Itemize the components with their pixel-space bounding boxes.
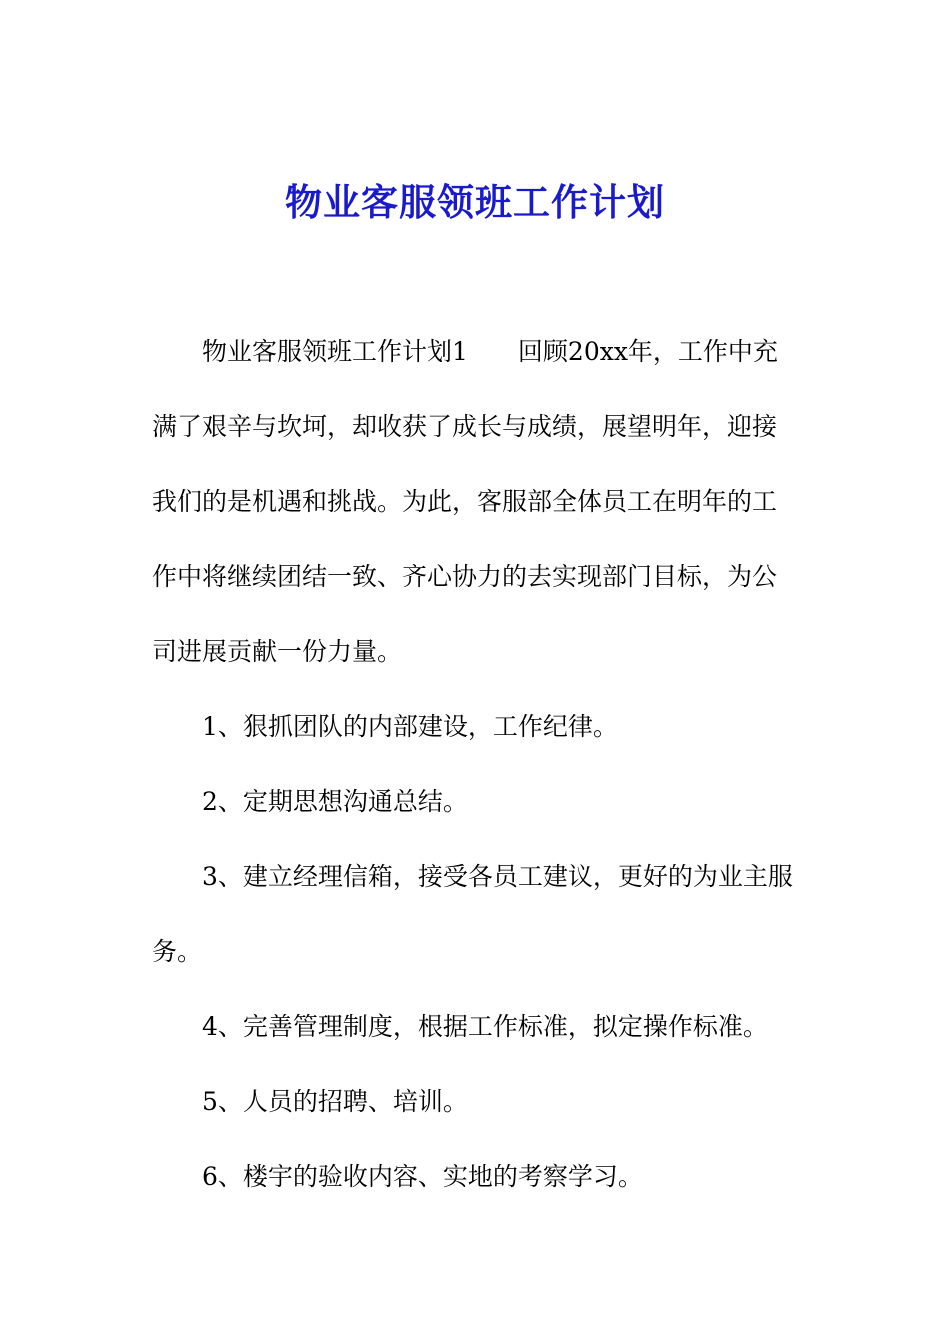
list-item-1: 1、狠抓团队的内部建设，工作纪律。 <box>202 712 618 741</box>
list-item-3: 3、建立经理信箱，接受各员工建议，更好的为业主服 <box>202 862 793 891</box>
intro-line-5: 司进展贡献一份力量。 <box>152 637 403 666</box>
intro-line-3: 我们的是机遇和挑战。为此，客服部全体员工在明年的工 <box>152 487 778 516</box>
list-item-6: 6、楼宇的验收内容、实地的考察学习。 <box>202 1162 643 1191</box>
list-item-3-continued: 务。 <box>152 937 203 966</box>
list-item-5: 5、人员的招聘、培训。 <box>202 1087 468 1116</box>
list-item-4: 4、完善管理制度，根据工作标准，拟定操作标准。 <box>202 1012 768 1041</box>
document-title: 物业客服领班工作计划 <box>285 180 665 224</box>
intro-line-1: 物业客服领班工作计划1 回顾20xx年，工作中充 <box>202 337 778 366</box>
list-item-2: 2、定期思想沟通总结。 <box>202 787 468 816</box>
intro-line-4: 作中将继续团结一致、齐心协力的去实现部门目标，为公 <box>152 562 778 591</box>
intro-line-2: 满了艰辛与坎坷，却收获了成长与成绩，展望明年，迎接 <box>152 412 778 441</box>
